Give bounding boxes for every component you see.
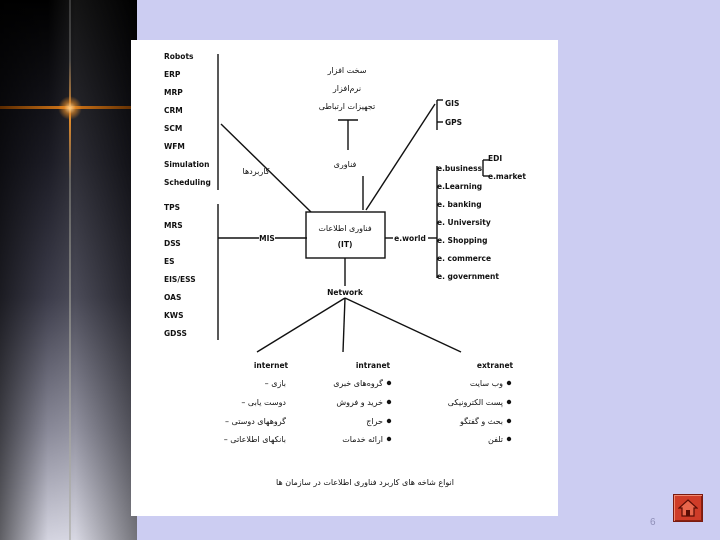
intranet-title: intranet [355, 361, 391, 370]
home-button[interactable] [673, 494, 703, 522]
extranet-item: وب سایت [469, 379, 503, 388]
diagram-caption: انواع شاخه های کاربرد فناوری اطلاعات در سازمان ها [276, 478, 454, 487]
extranet-title: extranet [476, 361, 514, 370]
eworld-item-university: e. University [437, 218, 491, 227]
intranet-item: خرید و فروش [336, 398, 383, 407]
intranet-item: حراج [366, 417, 383, 426]
emarket-label: e.market [488, 172, 526, 181]
bullet-icon [387, 400, 391, 404]
extranet-item: بحث و گفتگو [459, 417, 503, 426]
left-item-simulation: Simulation [164, 160, 210, 169]
page-number: 6 [650, 517, 656, 528]
eworld-label: e.world [394, 234, 426, 243]
it-box-subtitle: (IT) [337, 240, 353, 249]
communication-equipment-label: تجهیزات ارتباطی [318, 102, 376, 111]
eworld-item-banking: e. banking [437, 200, 482, 209]
internet-item: – بازی [264, 379, 286, 388]
network-label: Network [327, 288, 363, 297]
applications-label: کاربردها [242, 167, 270, 176]
internet-item: – گروههای دوستی [225, 417, 286, 426]
left-item-crm: CRM [164, 106, 183, 115]
left-item-erp: ERP [164, 70, 181, 79]
internet-title: internet [253, 361, 289, 370]
eworld-item-commerce: e. commerce [437, 254, 492, 263]
home-icon [678, 498, 698, 518]
hardware-label: سخت افزار [327, 66, 367, 75]
gis-label: GIS [445, 99, 460, 108]
bullet-icon [507, 437, 511, 441]
left-item-kws: KWS [164, 311, 184, 320]
left-item-dss: DSS [164, 239, 181, 248]
left-item-mrs: MRS [164, 221, 183, 230]
eworld-item-learning: e.Learning [437, 182, 483, 191]
diagram-image [131, 40, 558, 516]
eworld-item-business: e.business [437, 164, 483, 173]
left-item-tps: TPS [164, 203, 181, 212]
left-item-eis-ess: EIS/ESS [164, 275, 196, 284]
software-label: نرم‌افزار [332, 84, 362, 93]
bullet-icon [387, 381, 391, 385]
bullet-icon [387, 437, 391, 441]
left-item-scheduling: Scheduling [164, 178, 211, 187]
left-item-wfm: WFM [164, 142, 185, 151]
left-item-scm: SCM [164, 124, 183, 133]
mis-label: MIS [259, 234, 275, 243]
technology-label: فناوری [333, 160, 357, 169]
internet-item: – دوست یابی [241, 398, 286, 407]
eworld-item-government: e. government [437, 272, 499, 281]
extranet-item: تلفن [487, 435, 503, 444]
left-item-gdss: GDSS [164, 329, 187, 338]
bullet-icon [387, 419, 391, 423]
bullet-icon [507, 381, 511, 385]
bullet-icon [507, 400, 511, 404]
left-item-robots: Robots [164, 52, 194, 61]
extranet-item: پست الکترونیکی [447, 398, 503, 407]
decorative-left-bar [0, 0, 137, 540]
eworld-item-shopping: e. Shopping [437, 236, 488, 245]
left-item-mrp: MRP [164, 88, 183, 97]
decorative-light-flare [58, 96, 82, 120]
intranet-item: ارائه خدمات [342, 435, 383, 444]
intranet-item: گروه‌های خبری [333, 379, 383, 388]
it-applications-diagram [131, 40, 558, 516]
gps-label: GPS [445, 118, 463, 127]
bullet-icon [507, 419, 511, 423]
edi-label: EDI [488, 154, 503, 163]
left-item-es: ES [164, 257, 175, 266]
decorative-vertical-glow [69, 60, 71, 180]
internet-item: – بانکهای اطلاعاتی [223, 435, 286, 444]
it-box-title: فناوری اطلاعات [318, 224, 372, 233]
left-item-oas: OAS [164, 293, 182, 302]
